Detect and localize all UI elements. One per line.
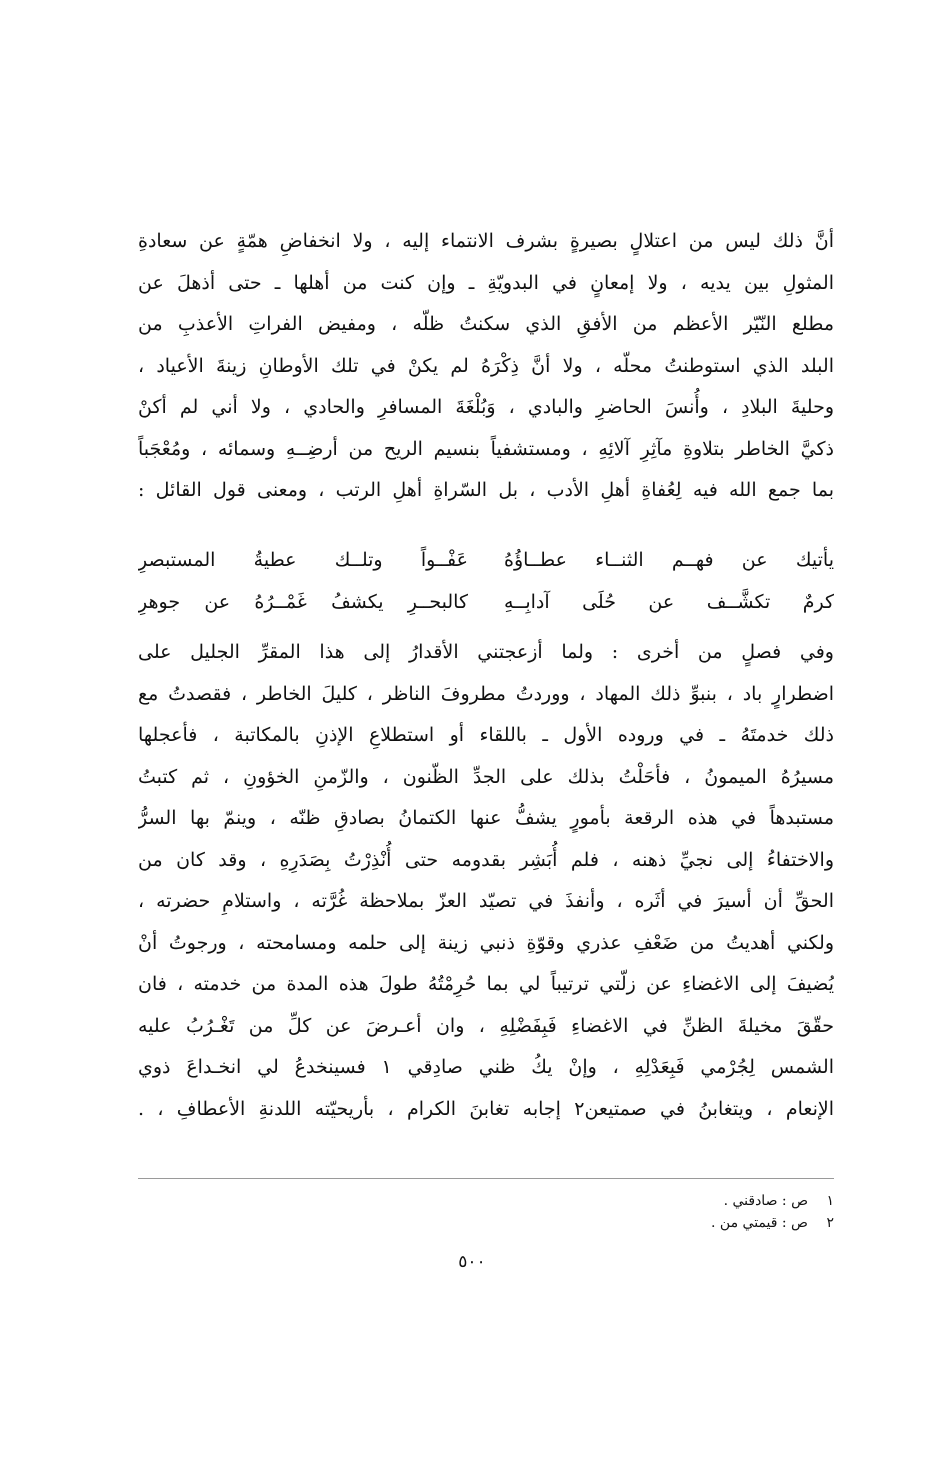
page-number: ٥٠٠ <box>458 1252 486 1272</box>
footnote-text: ص : قيمتي من . <box>711 1215 808 1231</box>
verse-second-hemistich: كالبحــرِ يكشفُ غَمْــرُهُ عن جوهرِ <box>138 590 468 613</box>
footnote-divider <box>138 1178 834 1179</box>
text-line: وفي فصلٍ من أخرى : ولما أزعجتني الأقدارُ إلى هذا المقرِّ الجليل على <box>138 641 834 663</box>
text-line: يُضيفَ إلى الاغضاءِ عن زلّتي ترتيباً لي بما حُرِمْتُهُ طولَ هذه المدة من خدمته ، فان <box>138 973 834 995</box>
verse-first-hemistich: كرمٌ تكشَّــف عن حُلَى آدابِــهِ <box>504 590 834 613</box>
paragraph-1 <box>138 221 834 512</box>
text-line: وحليةَ البلادِ ، وأُنسَ الحاضرِ والبادي ، وَبُلْغَةَ المسافرِ والحادي ، ولا أني لم أكنْ <box>138 396 834 418</box>
footnote-number: ١ <box>826 1193 834 1209</box>
footnote <box>500 1190 834 1212</box>
verse-second-hemistich: عَفْــواً وتلــك عطيةُ المستبصرِ <box>138 549 468 571</box>
text-line: الحقِّ أن أسيرَ في أثَره ، وأنفذَ في تصيّد العزّ بملاحظة غُرَّته ، واستلامِ حضرته ، <box>138 890 834 912</box>
text-line: مسيرُهُ الميمونُ ، فأحَلْتُ بذلك على الجدِّ الظّنون ، والزّمنِ الخؤونِ ، ثم كتبتُ <box>138 765 834 788</box>
text-line: مطلع النّيّر الأعظم من الأفقِ الذي سكنتُ ظلّه ، ومفيض الفراتِ الأعذبِ من <box>138 313 834 335</box>
text-line: البلد الذي استوطنتُ محلّه ، ولا أنَّ ذِكْرَهُ لم يكنْ في تلك الأوطانِ زينةَ الأعياد ، <box>138 354 834 377</box>
footnote-number: ٢ <box>826 1215 834 1231</box>
text-line: ولكني أهديتُ من ضَعْفِ عذري وقوّةِ ذنبي زينة إلى حلمه ومسامحته ، ورجوتُ أنْ <box>138 931 834 954</box>
text-line: المثولِ بين يديه ، ولا إمعانٍ في البدويّةِ ـ وإن كنت من أهلها ـ حتى أذهلَ عن <box>138 271 834 294</box>
paragraph-2 <box>138 632 834 1130</box>
text-line: ذكيَّ الخاطر بتلاوةِ مآثِرِ آلائِهِ ، ومستشفياً بنسيم الريح من أرضِــهِ وسمائه ، ومُعْجَباً <box>138 437 834 460</box>
text-line: أنَّ ذلك ليس من اعتلالٍ بصيرةٍ بشرف الانتماء إليه ، ولا انخفاضِ همّةٍ عن سعادةِ <box>138 230 834 252</box>
footnote-text: ص : صادقني . <box>723 1193 808 1209</box>
verse-line <box>138 582 834 624</box>
text-line: الشمس لِجُرْمي فَبِعَدْلِهِ ، وإنْ يكُ ظني صادِقي ١ فسينخدعُ لي انخـداعَ ذوي <box>138 1056 834 1078</box>
text-line: حقّقَ مخيلةَ الظنِّ في الاغضاءِ فَبِفَضْلِهِ ، وان أعـرضَ عن كلِّ من تَغْـرُبُ عليه <box>138 1014 834 1037</box>
footnotes <box>500 1190 834 1234</box>
verse-line <box>138 540 834 582</box>
footnote <box>500 1212 834 1234</box>
text-line: بما جمع الله فيه لِعُفاةِ أهلِ الأدب ، بل السّراةِ أهلِ الرتب ، ومعنى قول القائل : <box>138 479 834 501</box>
poem-verse <box>138 540 834 623</box>
verse-first-hemistich: يأتيك عن فهــم الثنــاء عطــاؤُهُ <box>504 549 834 571</box>
text-line: الإنعام ، ويتغابنُ في صمتيعن٢ إجابه تغابنَ الكرام ، بأريحيّته اللدنةِ الأعطافِ ، . <box>138 1097 834 1120</box>
text-line: والاختفاءُ إلى نجيِّ ذهنه ، فلم أُبَشِر بقدومه حتى أُنْذِرْتُ بِصَدَرِهِ ، وقد كان من <box>138 848 834 871</box>
text-line: مستبدهاً في هذه الرقعة بأمورٍ يشفُّ عنها الكتمانُ بصادقِ ظنّه ، وينمّ بها السرُّ <box>138 807 834 829</box>
text-line: ذلك خدمتَهُ ـ في وروده الأول ـ باللقاء أو استطلاعِ الإذنِ بالمكاتبة ، فأعجلها <box>138 724 834 746</box>
text-line: اضطرارٍ باد ، بنبوِّ ذلك المهاد ، ووردتُ مطروفَ الناظر ، كليلَ الخاطر ، فقصدتُ مع <box>138 682 834 705</box>
